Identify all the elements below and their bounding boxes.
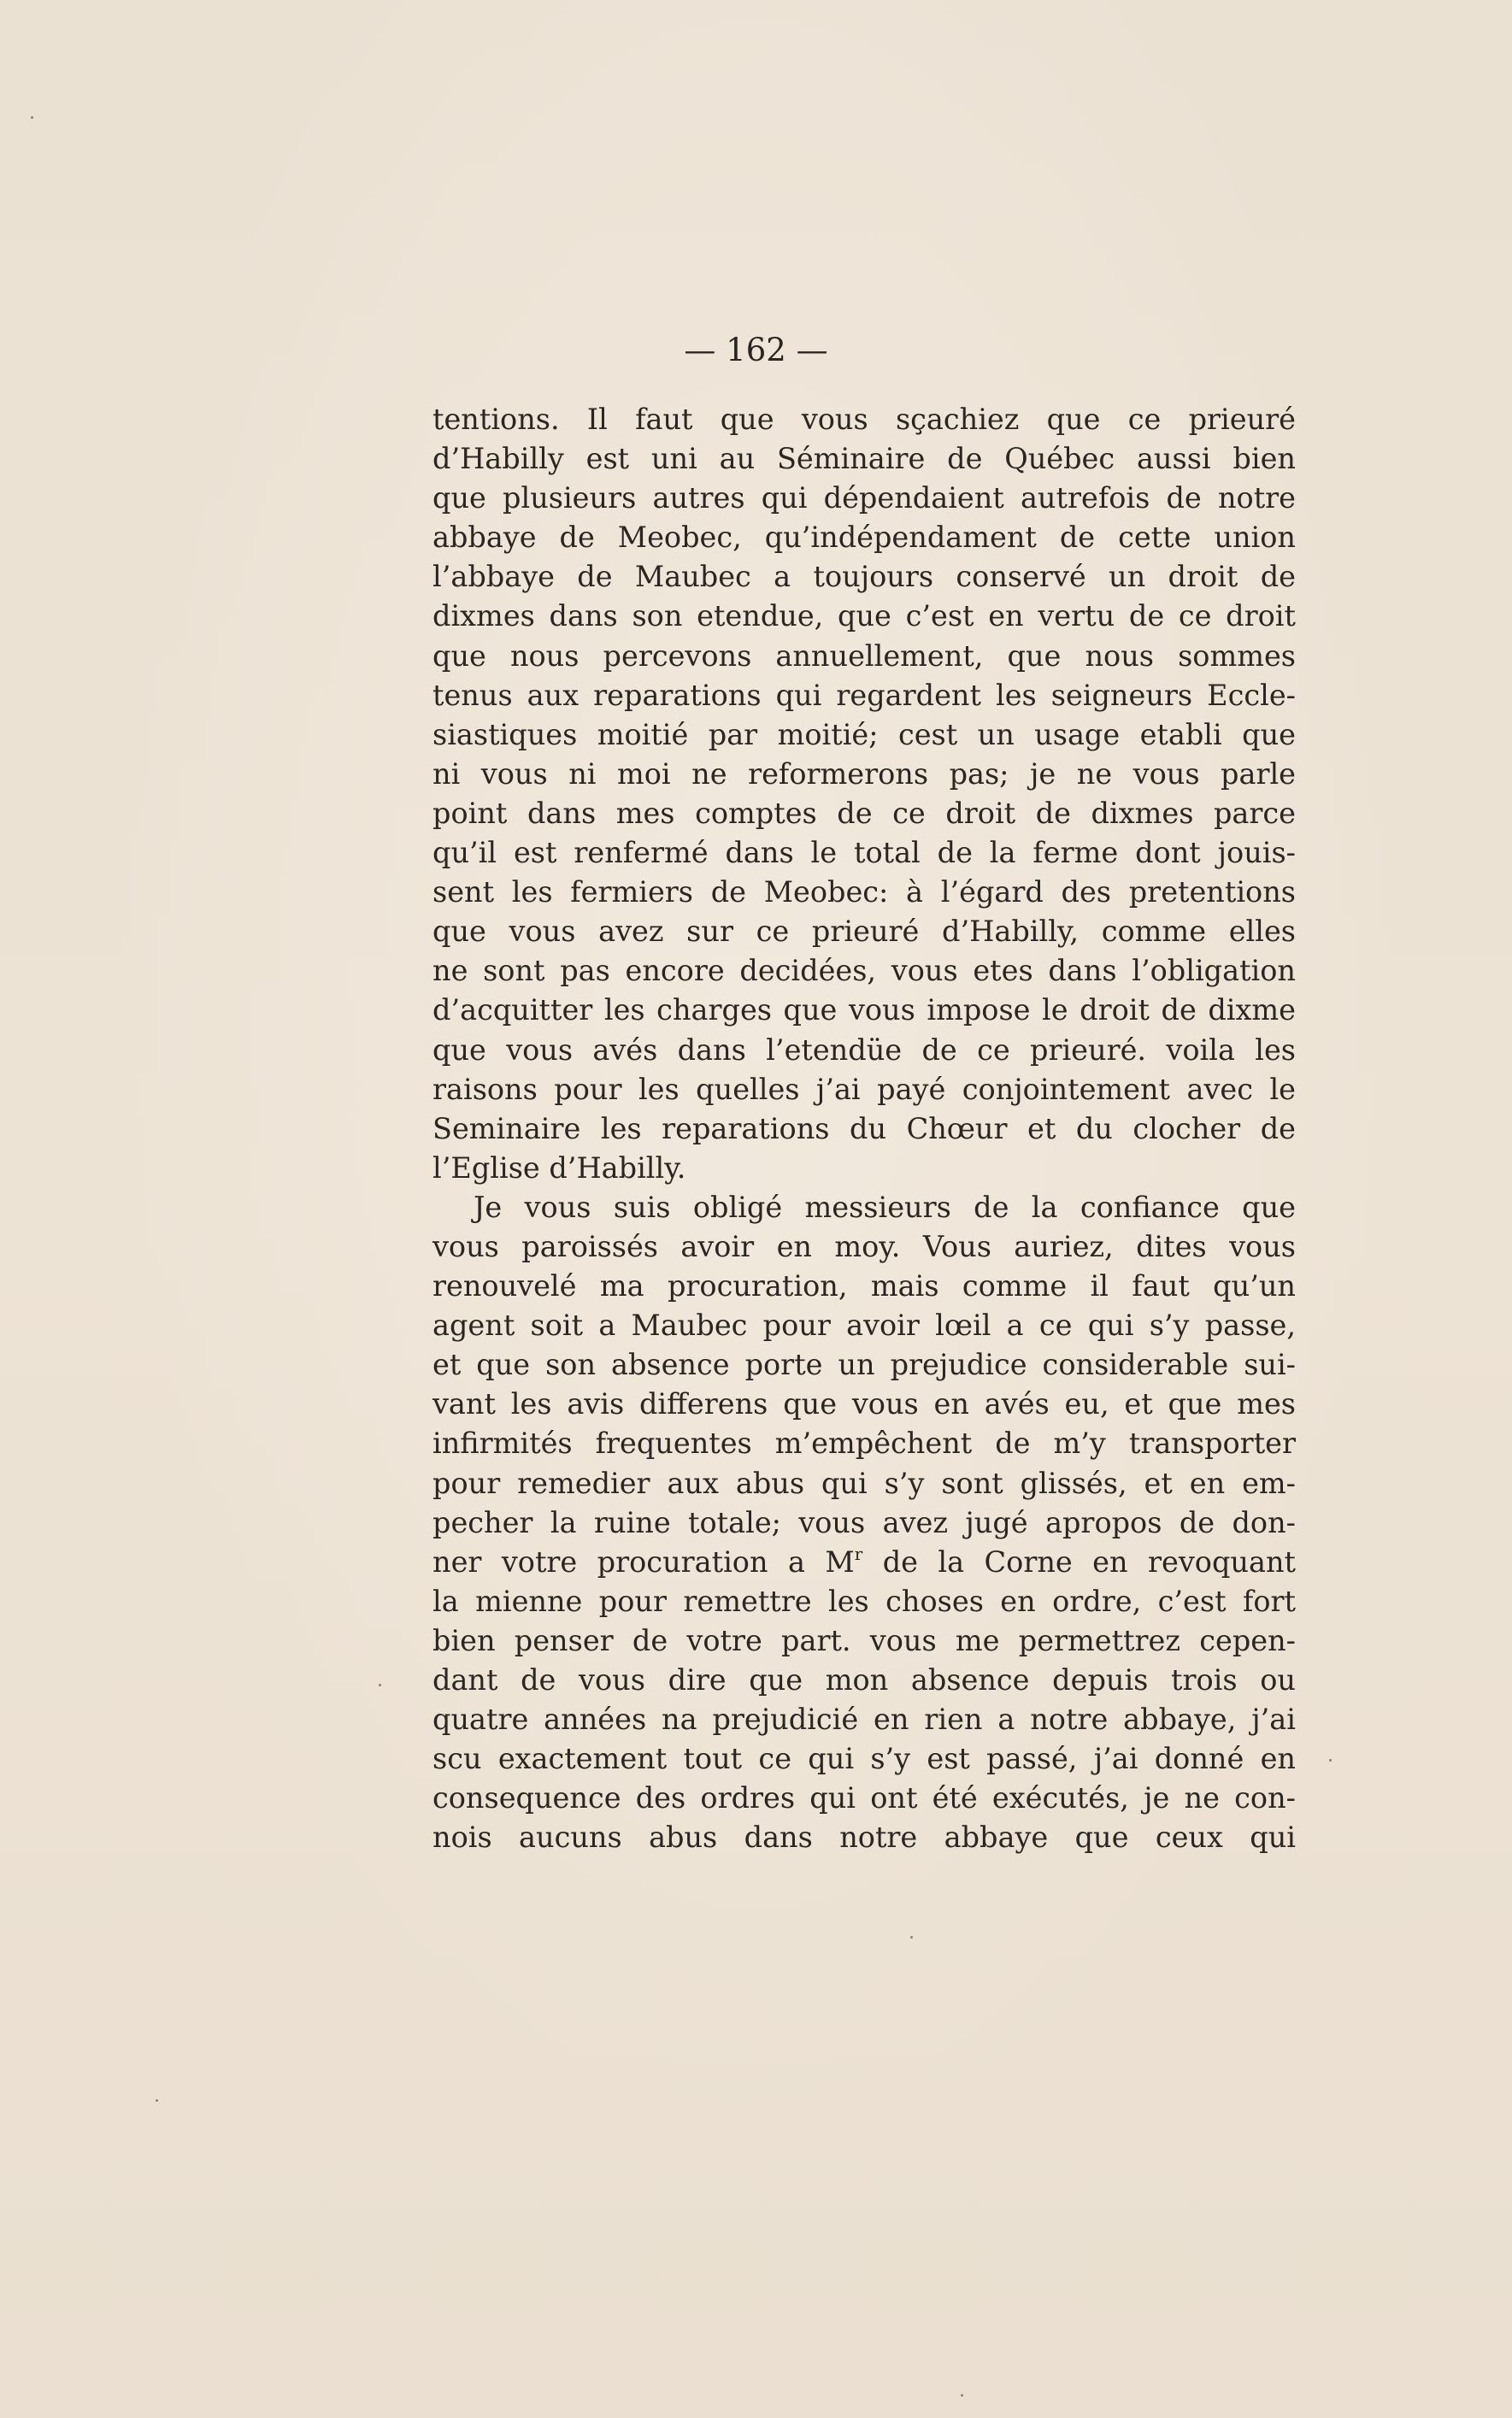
text-line: dant de vous dire que mon absence depuis trois ou: [432, 1663, 1296, 1697]
text-line: siastiques moitié par moitié; cest un usage etabli que: [432, 717, 1296, 751]
text-line: scu exactement tout ce qui s’y est passé, j’ai donné en: [432, 1742, 1296, 1776]
text-line: que vous avez sur ce prieuré d’Habilly, comme elles: [432, 915, 1296, 949]
text-line: agent soit a Maubec pour avoir lœil a ce qui s’y passe,: [432, 1309, 1296, 1343]
text-line: raisons pour les quelles j’ai payé conjointement avec le: [432, 1072, 1296, 1106]
text-line: l’abbaye de Maubec a toujours conservé un droit de: [432, 560, 1296, 594]
text-line: tentions. Il faut que vous sçachiez que ce prieuré: [432, 403, 1296, 436]
text-line: point dans mes comptes de ce droit de dixmes parce: [432, 796, 1296, 830]
text-line: consequence des ordres qui ont été exécutés, je ne con-: [432, 1781, 1296, 1815]
text-line: dixmes dans son etendue, que c’est en vertu de ce droit: [432, 599, 1296, 633]
text-line-with-superscript: [432, 1543, 1296, 1582]
text-line: que plusieurs autres qui dépendaient autrefois de notre: [432, 481, 1296, 515]
text-line: et que son absence porte un prejudice considerable sui-: [432, 1348, 1296, 1382]
text-line: vous paroissés avoir en moy. Vous auriez, dites vous: [432, 1229, 1296, 1263]
text-line: l’Eglise d’Habilly.: [432, 1150, 686, 1185]
text-line: d’acquitter les charges que vous impose le droit de dixme: [432, 993, 1296, 1027]
text-line: pecher la ruine totale; vous avez jugé apropos de don-: [432, 1505, 1296, 1539]
text-line: abbaye de Meobec, qu’indépendament de cette union: [432, 521, 1296, 555]
page-number: — 162 —: [684, 332, 828, 368]
text-line: Je vous suis obligé messieurs de la confiance que: [474, 1190, 1296, 1224]
text-line: vant les avis differens que vous en avés eu, et que mes: [432, 1387, 1296, 1421]
text-line: nois aucuns abus dans notre abbaye que ceux qui: [432, 1821, 1296, 1855]
paper-speck: [379, 1684, 381, 1686]
line-start: ner votre procuration a M: [432, 1544, 855, 1579]
paper-speck: [31, 116, 33, 119]
text-line: que nous percevons annuellement, que nous sommes: [432, 638, 1296, 673]
text-line: Seminaire les reparations du Chœur et du clocher de: [432, 1111, 1296, 1145]
text-line: infirmités frequentes m’empêchent de m’y transporter: [432, 1427, 1296, 1461]
paper-speck: [1329, 1759, 1332, 1762]
superscript: r: [854, 1543, 863, 1564]
paper-speck: [961, 2394, 963, 2397]
text-line: pour remedier aux abus qui s’y sont glissés, et en em-: [432, 1466, 1296, 1500]
text-line: d’Habilly est uni au Séminaire de Québec aussi bien: [432, 442, 1296, 476]
text-line: qu’il est renfermé dans le total de la ferme dont jouis-: [432, 836, 1296, 870]
paper-speck: [156, 2099, 158, 2102]
text-line: tenus aux reparations qui regardent les seigneurs Eccle-: [432, 678, 1296, 712]
text-line: renouvelé ma procuration, mais comme il faut qu’un: [432, 1269, 1296, 1303]
line-end: de la Corne en revoquant: [862, 1544, 1296, 1579]
text-line: la mienne pour remettre les choses en ordre, c’est fort: [432, 1584, 1296, 1618]
text-line: bien penser de votre part. vous me permettrez cepen-: [432, 1623, 1296, 1657]
text-line: que vous avés dans l’etendüe de ce prieuré. voila les: [432, 1033, 1296, 1067]
paper-speck: [910, 1936, 913, 1939]
text-line: quatre années na prejudicié en rien a notre abbaye, j’ai: [432, 1703, 1296, 1737]
text-line: ne sont pas encore decidées, vous etes dans l’obligation: [432, 954, 1296, 988]
text-line: sent les fermiers de Meobec: à l’égard des pretentions: [432, 875, 1296, 909]
text-line: ni vous ni moi ne reformerons pas; je ne vous parle: [432, 756, 1296, 791]
body-text: [432, 400, 1296, 1857]
